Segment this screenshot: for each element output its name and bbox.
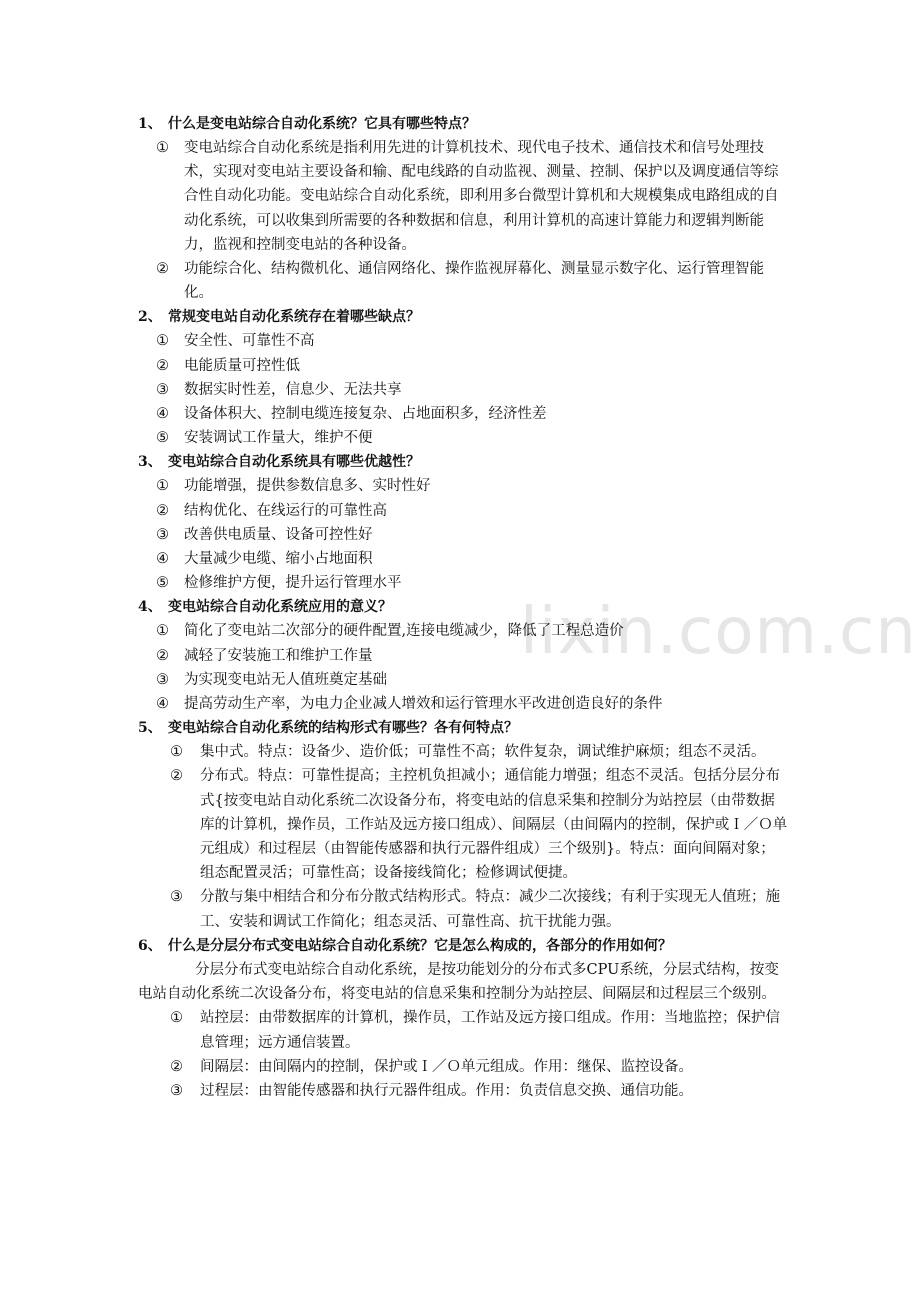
answer-list-1 bbox=[138, 136, 788, 305]
list-text: 变电站综合自动化系统是指利用先进的计算机技术、现代电子技术、通信技术和信号处理技术，实现对变电站主要设备和输、配电线路的自动监视、测量、控制、保护以及调度通信等综合性自动化功能。变电站综合自动化系统，即利用多台微型计算机和大规模集成电路组成的自动化系统，可以收集到所需要的各种数据和信息，利用计算机的高速计算能力和逻辑判断能力，监视和控制变电站的各种设备。 bbox=[184, 140, 779, 253]
list-text: 提高劳动生产率，为电力企业减人增效和运行管理水平改进创造良好的条件 bbox=[184, 696, 663, 713]
list-item bbox=[138, 354, 788, 378]
list-text: 分布式。特点：可靠性提高；主控机负担减小；通信能力增强；组态不灵活。包括分层分布式{按变电站自动化系统二次设备分布，将变电站的信息采集和控制分为站控层（由带数据库的计算机，操作员，工作站及远方接口组成）、间隔层（由间隔内的控制，保护或Ｉ／Ｏ单元组成）和过程层（由智能传感器和执行元器件组成）三个级别}。特点：面向间隔对象；组态配置灵活；可靠性高；设备接线简化；检修调试便捷。 bbox=[200, 768, 788, 882]
list-marker: ② bbox=[170, 768, 183, 785]
list-marker: ② bbox=[156, 357, 169, 374]
list-marker: ④ bbox=[156, 696, 169, 713]
list-text: 数据实时性差，信息少、无法共享 bbox=[184, 381, 402, 398]
list-marker: ② bbox=[156, 647, 169, 664]
list-text: 间隔层：由间隔内的控制，保护或Ｉ／Ｏ单元组成。作用：继保、监控设备。 bbox=[200, 1058, 693, 1075]
watermark: lixin.com.cn bbox=[520, 595, 917, 669]
question-3 bbox=[138, 450, 788, 474]
answer-list-2 bbox=[138, 329, 788, 450]
list-marker: ② bbox=[156, 261, 169, 278]
list-marker: ⑤ bbox=[156, 430, 169, 447]
list-text: 站控层：由带数据库的计算机，操作员，工作站及远方接口组成。作用：当地监控；保护信息管理；远方通信装置。 bbox=[200, 1010, 780, 1051]
list-item bbox=[138, 1055, 788, 1079]
question-1 bbox=[138, 112, 788, 136]
list-item bbox=[138, 740, 788, 764]
list-marker: ① bbox=[170, 1010, 183, 1027]
list-item bbox=[138, 329, 788, 353]
question-title: 变电站综合自动化系统的结构形式有哪些？各有何特点？ bbox=[168, 720, 518, 737]
list-text: 过程层：由智能传感器和执行元器件组成。作用：负责信息交换、通信功能。 bbox=[200, 1082, 693, 1099]
answer-list-3 bbox=[138, 474, 788, 595]
question-title: 什么是变电站综合自动化系统？它具有哪些特点？ bbox=[168, 116, 476, 132]
question-4 bbox=[138, 595, 788, 619]
list-text: 结构优化、在线运行的可靠性高 bbox=[184, 502, 387, 519]
question-title: 什么是分层分布式变电站综合自动化系统？它是怎么构成的，各部分的作用如何？ bbox=[168, 937, 672, 954]
question-title: 变电站综合自动化系统具有哪些优越性？ bbox=[168, 454, 420, 471]
list-item bbox=[138, 1079, 788, 1103]
question-number: 2、 bbox=[138, 309, 162, 326]
list-text: 安装调试工作量大，维护不便 bbox=[184, 430, 373, 447]
question-number: 1、 bbox=[138, 116, 162, 132]
list-text: 检修维护方便，提升运行管理水平 bbox=[184, 575, 402, 592]
list-item bbox=[138, 885, 788, 933]
list-marker: ② bbox=[156, 502, 169, 519]
list-marker: ③ bbox=[156, 381, 169, 398]
question-title: 变电站综合自动化系统应用的意义？ bbox=[168, 599, 392, 616]
list-text: 改善供电质量、设备可控性好 bbox=[184, 526, 373, 543]
question-number: 3、 bbox=[138, 454, 162, 471]
list-item bbox=[138, 257, 788, 305]
list-item bbox=[138, 619, 788, 643]
question-6 bbox=[138, 934, 788, 958]
list-item bbox=[138, 668, 788, 692]
list-marker: ③ bbox=[170, 889, 183, 906]
list-text: 功能增强，提供参数信息多、实时性好 bbox=[184, 478, 431, 495]
answer-paragraph-6: 分层分布式变电站综合自动化系统，是按功能划分的分布式多CPU系统，分层式结构，按变电站自动化系统二次设备分布，将变电站的信息采集和控制分为站控层、间隔层和过程层三个级别。 bbox=[138, 961, 779, 1003]
list-marker: ② bbox=[170, 1058, 183, 1075]
list-item bbox=[138, 136, 788, 257]
list-item bbox=[138, 378, 788, 402]
list-text: 功能综合化、结构微机化、通信网络化、操作监视屏幕化、测量显示数字化、运行管理智能化。 bbox=[184, 261, 764, 302]
document-body bbox=[138, 112, 788, 1103]
list-text: 大量减少电缆、缩小占地面积 bbox=[184, 551, 373, 568]
list-marker: ④ bbox=[156, 406, 169, 423]
list-item bbox=[138, 644, 788, 668]
question-number: 4、 bbox=[138, 599, 162, 616]
list-item bbox=[138, 523, 788, 547]
list-text: 分散与集中相结合和分布分散式结构形式。特点：减少二次接线；有利于实现无人值班；施工、安装和调试工作简化；组态灵活、可靠性高、抗干扰能力强。 bbox=[200, 889, 780, 930]
list-marker: ③ bbox=[156, 671, 169, 688]
list-text: 集中式。特点：设备少、造价低；可靠性不高；软件复杂，调试维护麻烦；组态不灵活。 bbox=[200, 744, 766, 761]
question-number: 6、 bbox=[138, 937, 162, 954]
list-text: 简化了变电站二次部分的硬件配置,连接电缆减少，降低了工程总造价 bbox=[184, 623, 624, 640]
question-number: 5、 bbox=[138, 720, 162, 737]
list-marker: ① bbox=[156, 333, 169, 350]
list-marker: ④ bbox=[156, 551, 169, 568]
list-item bbox=[138, 547, 788, 571]
list-text: 为实现变电站无人值班奠定基础 bbox=[184, 671, 387, 688]
list-marker: ① bbox=[156, 623, 169, 640]
list-item bbox=[138, 764, 788, 885]
list-marker: ① bbox=[170, 744, 183, 761]
list-text: 减轻了安装施工和维护工作量 bbox=[184, 647, 373, 664]
list-item bbox=[138, 426, 788, 450]
list-marker: ① bbox=[156, 140, 169, 156]
list-item bbox=[138, 571, 788, 595]
list-item bbox=[138, 474, 788, 498]
answer-list-5 bbox=[138, 740, 788, 934]
list-item bbox=[138, 402, 788, 426]
list-item bbox=[138, 1006, 788, 1054]
list-marker: ⑤ bbox=[156, 575, 169, 592]
list-marker: ① bbox=[156, 478, 169, 495]
question-5 bbox=[138, 716, 788, 740]
list-text: 电能质量可控性低 bbox=[184, 357, 300, 374]
list-text: 安全性、可靠性不高 bbox=[184, 333, 315, 350]
answer-list-4 bbox=[138, 619, 788, 716]
list-item bbox=[138, 499, 788, 523]
question-title: 常规变电站自动化系统存在着哪些缺点？ bbox=[168, 309, 420, 326]
list-marker: ③ bbox=[170, 1082, 183, 1099]
list-text: 设备体积大、控制电缆连接复杂、占地面积多，经济性差 bbox=[184, 406, 547, 423]
answer-list-6 bbox=[138, 1006, 788, 1103]
list-item bbox=[138, 692, 788, 716]
question-2 bbox=[138, 305, 788, 329]
list-marker: ③ bbox=[156, 526, 169, 543]
